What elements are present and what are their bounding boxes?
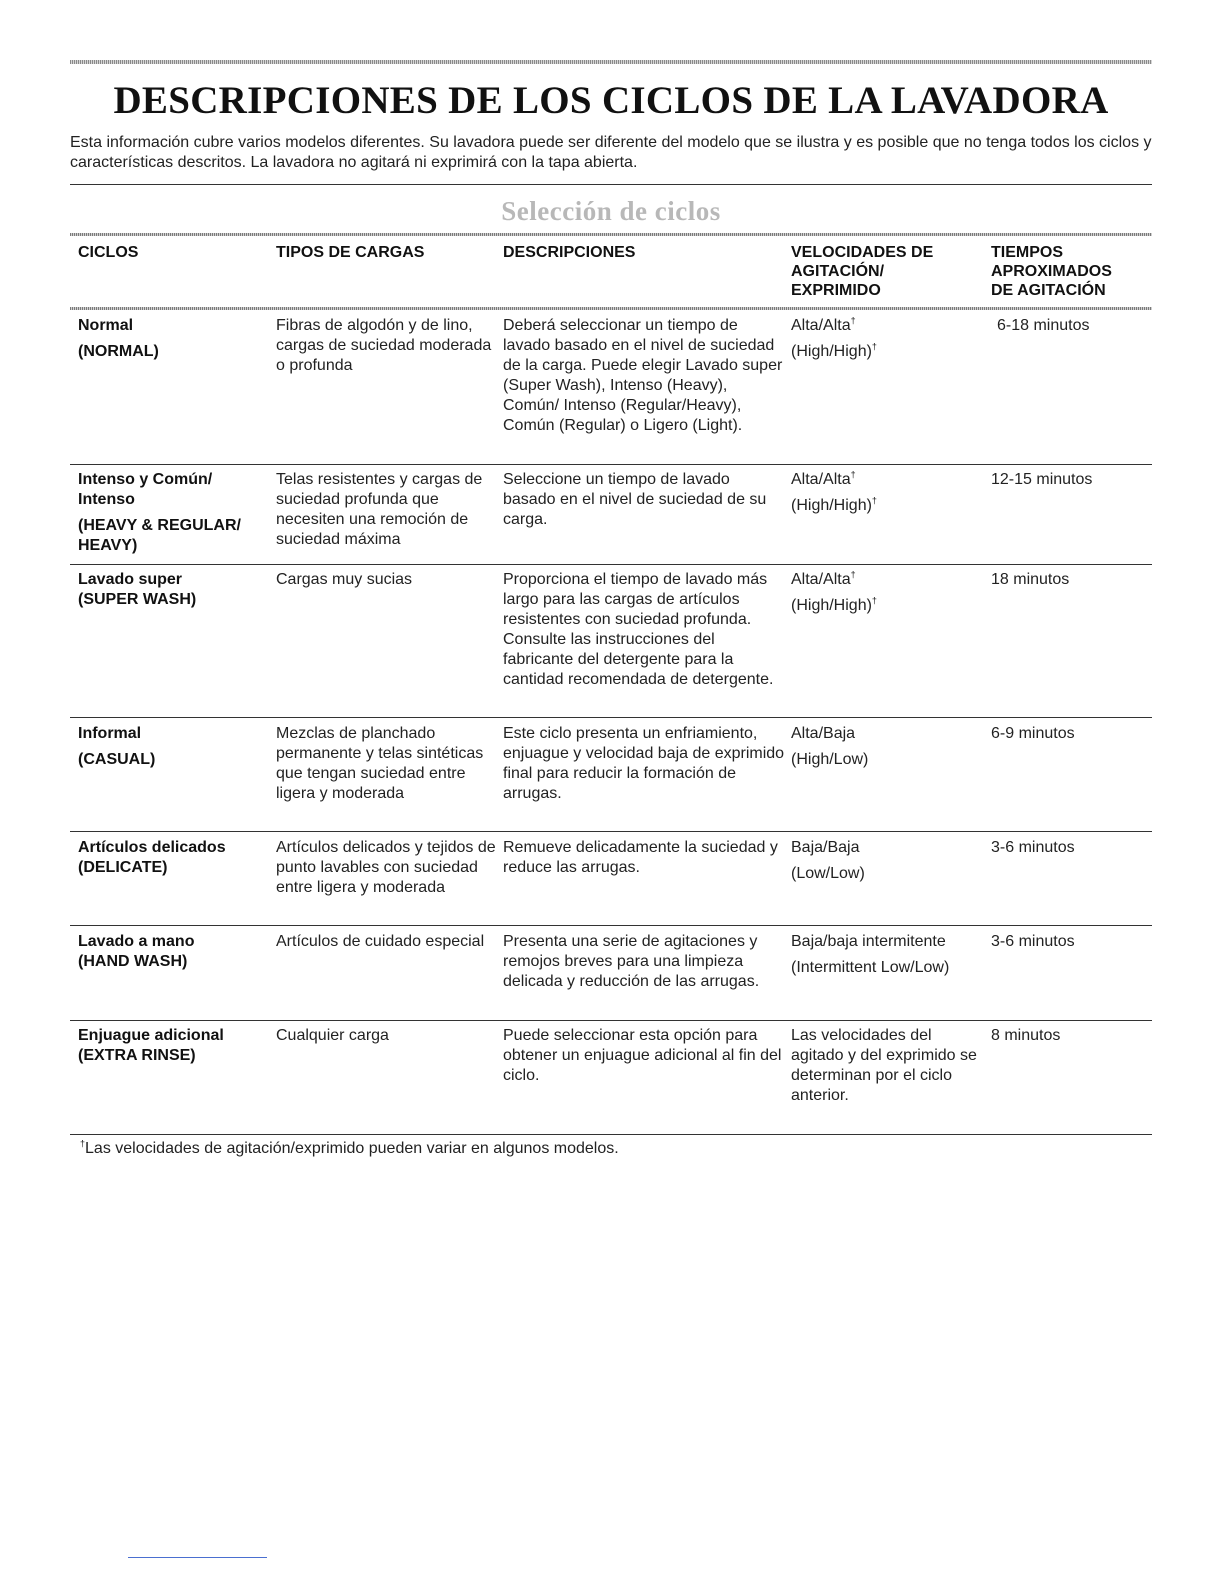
section-title: Selección de ciclos — [501, 196, 721, 226]
speed-es: Alta/Alta — [791, 471, 851, 488]
header-tiempos: TIEMPOS APROXIMADOS DE AGITACIÓN — [991, 244, 1112, 299]
speed-cell — [791, 570, 986, 616]
table-row — [70, 316, 1152, 462]
footnote — [80, 1140, 619, 1158]
row-divider — [70, 925, 1152, 926]
load-types-cell: Telas resistentes y cargas de suciedad profunda que necesiten una remoción de suciedad máxima — [276, 471, 483, 548]
cycle-code: (NORMAL) — [78, 343, 159, 360]
row-divider — [70, 564, 1152, 565]
cycle-name: Enjuague adicional — [78, 1027, 224, 1044]
cycle-name: Artículos delicados — [78, 839, 226, 856]
cycle-code: (HAND WASH) — [78, 953, 188, 970]
table-row — [70, 724, 1152, 828]
cycle-cell — [78, 316, 273, 362]
time-cell: 3-6 minutos — [991, 933, 1075, 950]
speed-en: (Low/Low) — [791, 865, 865, 882]
time-cell: 8 minutos — [991, 1027, 1061, 1044]
top-dotted-rule — [70, 60, 1152, 64]
load-types-cell: Cualquier carga — [276, 1027, 389, 1044]
cycle-cell — [78, 932, 273, 972]
time-cell: 12-15 minutos — [991, 471, 1093, 488]
speed-en: (Intermittent Low/Low) — [791, 959, 950, 976]
cycle-name: Informal — [78, 725, 142, 742]
dagger-mark: † — [871, 495, 877, 506]
speed-cell — [791, 470, 986, 516]
dagger-mark: † — [850, 315, 856, 326]
speed-es: Alta/Alta — [791, 571, 851, 588]
table-row — [70, 470, 1152, 560]
speed-cell: Las velocidades del agitado y del exprimido se determinan por el ciclo anterior. — [791, 1027, 977, 1104]
speed-cell — [791, 838, 986, 884]
load-types-cell: Mezclas de planchado permanente y telas sintéticas que tengan suciedad entre ligera y moderada — [276, 725, 484, 802]
speed-cell — [791, 316, 986, 362]
description-cell: Remueve delicadamente la suciedad y reduce las arrugas. — [503, 839, 778, 876]
load-types-cell: Cargas muy sucias — [276, 571, 413, 588]
cycle-name: Lavado super — [78, 571, 183, 588]
speed-cell — [791, 932, 986, 978]
load-types-cell: Fibras de algodón y de lino, cargas de suciedad moderada o profunda — [276, 317, 492, 374]
table-row — [70, 1026, 1152, 1130]
description-cell: Deberá seleccionar un tiempo de lavado basado en el nivel de suciedad de la carga. Puede elegir Lavado super (Super Wash), Intenso (Heavy), Común/ Intenso (Regular/Heavy), Común (Regular) o Ligero (Light). — [503, 317, 783, 434]
table-bottom-rule — [70, 1134, 1152, 1135]
load-types-cell: Artículos delicados y tejidos de punto lavables con suciedad entre ligera y moderada — [276, 839, 496, 896]
speed-es: Baja/Baja — [791, 839, 860, 856]
row-divider — [70, 717, 1152, 718]
cycle-name: Intenso y Común/ Intenso — [78, 471, 213, 508]
cycle-code: (SUPER WASH) — [78, 591, 197, 608]
cycle-code: (EXTRA RINSE) — [78, 1047, 196, 1064]
cycle-cell — [78, 1026, 273, 1066]
description-cell: Puede seleccionar esta opción para obtener un enjuague adicional al fin del ciclo. — [503, 1027, 782, 1084]
speed-en: (High/High) — [791, 497, 872, 514]
dagger-mark: † — [871, 595, 877, 606]
speed-en: (High/Low) — [791, 751, 869, 768]
table-header — [70, 243, 1152, 303]
row-divider — [70, 1020, 1152, 1021]
cycle-code: (CASUAL) — [78, 751, 156, 768]
table-row — [70, 838, 1152, 922]
description-cell: Este ciclo presenta un enfriamiento, enjuague y velocidad baja de exprimido final para reducir la formación de arrugas. — [503, 725, 785, 802]
description-cell: Presenta una serie de agitaciones y remojos breves para una limpieza delicada y reducción de las arrugas. — [503, 933, 760, 990]
description-cell: Seleccione un tiempo de lavado basado en el nivel de suciedad de su carga. — [503, 471, 767, 528]
speed-en: (High/High) — [791, 343, 872, 360]
table-row — [70, 570, 1152, 712]
speed-cell — [791, 724, 986, 770]
cycle-name: Normal — [78, 317, 134, 334]
cycle-name: Lavado a mano — [78, 933, 195, 950]
header-top-rule — [70, 233, 1152, 236]
bottom-rule-mark — [128, 1557, 267, 1558]
intro-paragraph: Esta información cubre varios modelos diferentes. Su lavadora puede ser diferente del modelo que se ilustra y es posible que no tenga todos los ciclos y características descritos. La lavadora no agitará ni exprimirá con la tapa abierta. — [70, 134, 1152, 171]
cycle-cell — [78, 838, 273, 878]
time-cell: 3-6 minutos — [991, 839, 1075, 856]
divider — [70, 184, 1152, 185]
time-cell: 6-9 minutos — [991, 725, 1075, 742]
cycle-code: (DELICATE) — [78, 859, 168, 876]
header-velocidades: VELOCIDADES DE AGITACIÓN/ EXPRIMIDO — [791, 244, 934, 299]
row-divider — [70, 831, 1152, 832]
cycle-code: (HEAVY & REGULAR/ HEAVY) — [78, 517, 241, 554]
time-cell: 18 minutos — [991, 571, 1070, 588]
speed-es: Alta/Baja — [791, 725, 856, 742]
speed-es: Alta/Alta — [791, 317, 851, 334]
dagger-mark: † — [850, 469, 856, 480]
description-cell: Proporciona el tiempo de lavado más largo para las cargas de artículos resistentes con suciedad profunda. Consulte las instrucciones del fabricante del detergente para la cantidad recomendada de detergente. — [503, 571, 774, 688]
cycle-cell — [78, 470, 273, 556]
header-descripciones: DESCRIPCIONES — [503, 244, 636, 261]
cycle-cell — [78, 724, 273, 770]
speed-es: Baja/baja intermitente — [791, 933, 946, 950]
page-title: DESCRIPCIONES DE LOS CICLOS DE LA LAVADORA — [113, 79, 1109, 122]
footnote-text: Las velocidades de agitación/exprimido pueden variar en algunos modelos. — [85, 1140, 619, 1157]
time-cell: 6-18 minutos — [997, 317, 1090, 334]
row-divider — [70, 464, 1152, 465]
load-types-cell: Artículos de cuidado especial — [276, 933, 485, 950]
speed-en: (High/High) — [791, 597, 872, 614]
footnote-dagger: † — [80, 1138, 86, 1149]
cycle-cell — [78, 570, 273, 610]
dagger-mark: † — [871, 341, 877, 352]
header-ciclos: CICLOS — [78, 244, 139, 261]
header-tipos-de-cargas: TIPOS DE CARGAS — [276, 244, 425, 261]
table-row — [70, 932, 1152, 1016]
dagger-mark: † — [850, 569, 856, 580]
header-bottom-rule — [70, 307, 1152, 310]
